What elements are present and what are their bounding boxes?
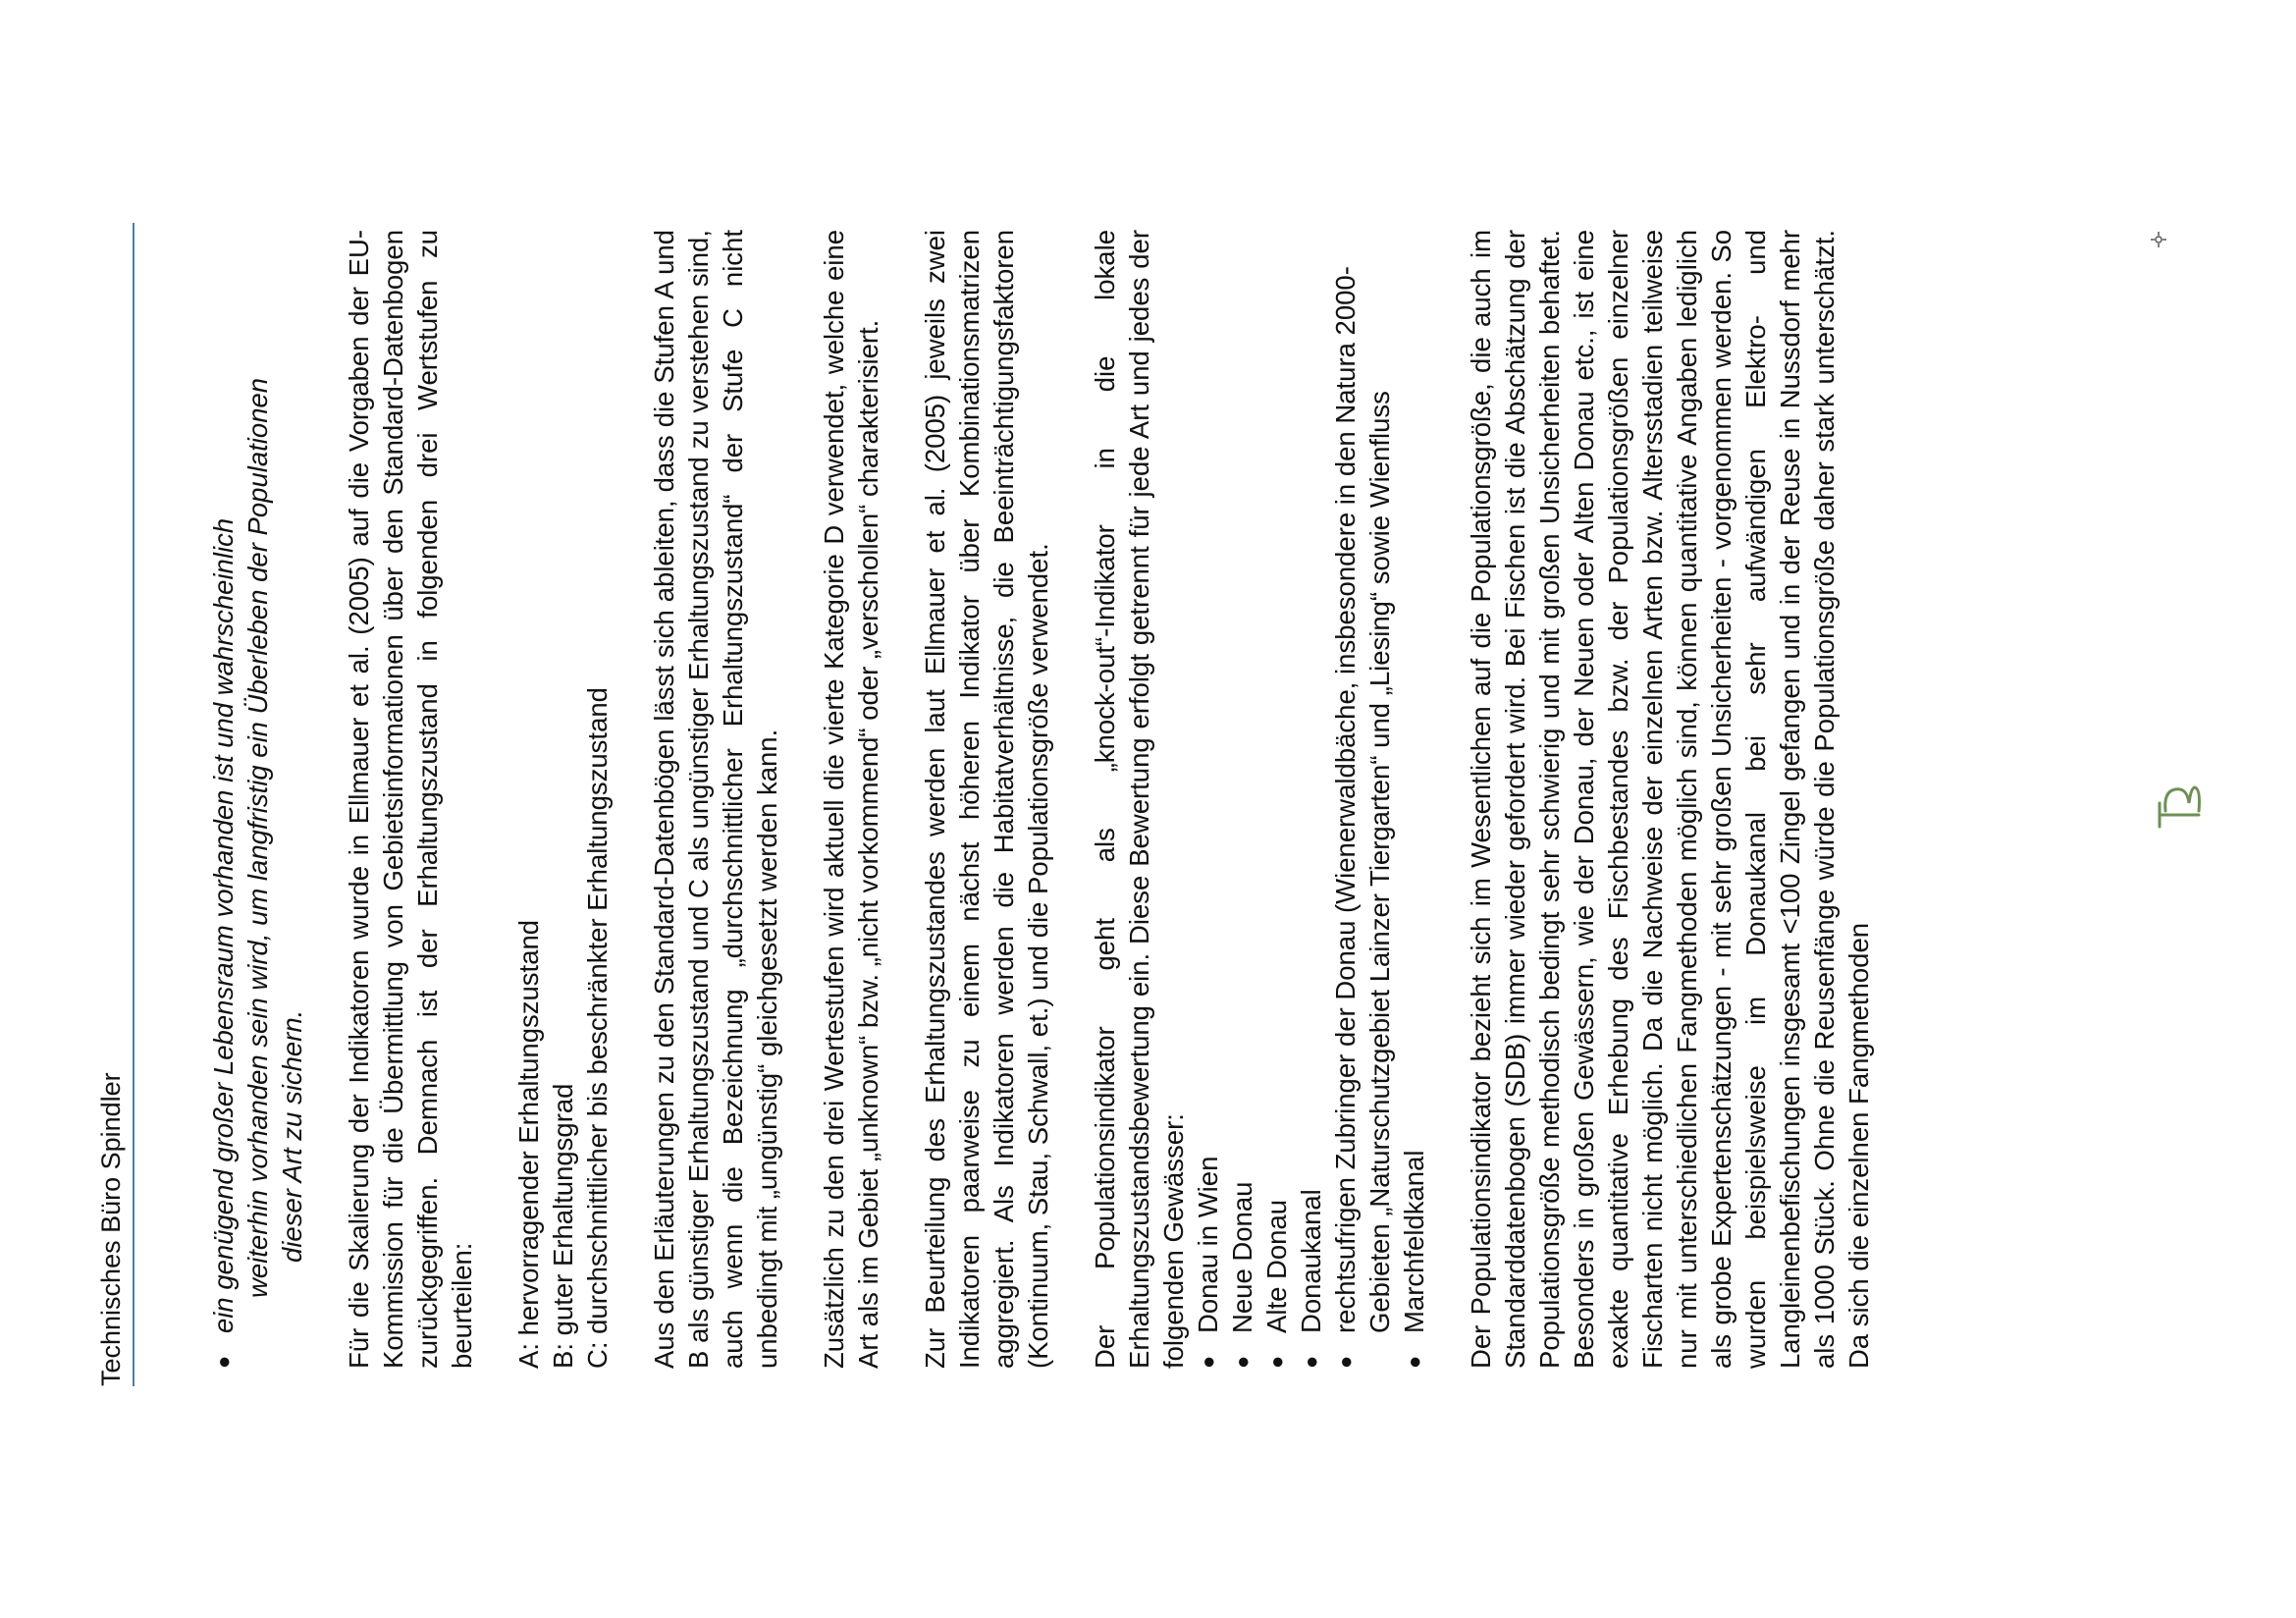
list-item — [1225, 230, 1259, 1369]
paragraph-explanation: Aus den Erläuterungen zu den Standard-Datenbögen lässt sich ableiten, dass die Stufen A und B als günstiger Erhaltungszustand und C als ungünstiger Erhaltungszustand zu verstehen sind, auch wenn die Bezeichnung „durchschnittlicher Erhaltungszustand“ der Stufe C nicht unbedingt mit „ungünstig“ gleichgesetzt werden kann. — [649, 230, 782, 1369]
paragraph-category-d: Zusätzlich zu den drei Wertestufen wird aktuell die vierte Kategorie D verwendet, welche eine Art als im Gebiet „unknown“ bzw. „nicht vorkommend“ oder „verschollen“ charakterisiert. — [819, 230, 883, 1369]
grade-a: A: hervorragender Erhaltungszustand — [513, 919, 544, 1369]
bullet-icon: ● — [1264, 1355, 1289, 1369]
page-header — [96, 223, 134, 1386]
paragraph-scaling: Für die Skalierung der Indikatoren wurde in Ellmauer et al. (2005) auf die Vorgaben der EU-Kommission für die Übermittlung von Gebietsinformationen über den Standard-Datenbogen zurückgegriffen. Demnach ist der Erhaltungszustand in folgenden drei Wertstufen zu beurteilen: — [344, 230, 477, 1369]
water-item: Neue Donau — [1227, 1181, 1257, 1333]
bullet-icon: ● — [1402, 1355, 1426, 1369]
grade-b: B: guter Erhaltungsgrad — [548, 1083, 578, 1369]
bullet-icon: ● — [1299, 1355, 1323, 1369]
bullet-icon: ● — [1230, 1355, 1255, 1369]
company-logo-icon — [2156, 778, 2203, 833]
list-item — [1397, 230, 1431, 1369]
grade-list — [511, 230, 614, 1369]
paragraph-population-indicator: Der Populationsindikator geht als „knock-out“-Indikator in die lokale Erhaltungszustandsbewertung ein. Diese Bewertung erfolgt getrennt für jede Art und jedes der folgenden Gewässer: — [1090, 230, 1189, 1369]
paragraph-population-size: Der Populationsindikator bezieht sich im Wesentlichen auf die Populationsgröße, die auch im Standarddatenbogen (SDB) immer wieder gefordert wird. Bei Fischen ist die Abschätzung der Populationsgröße methodisch bedingt sehr schwierig und mit großen Unsicherheiten behaftet. Besonders in großen Gewässern, wie der Donau, der Neuen oder Alten Donau etc., ist eine exakte quantitative Erhebung des Fischbestandes bzw. der Populationsgrößen einzelner Fischarten nicht möglich. Da die Nachweise der einzelnen Arten bzw. Altersstadien teilweise nur mit unterschiedlichen Fangmethoden möglich sind, können quantitative Angaben lediglich als grobe Expertenschätzungen - mit sehr großen Unsicherheiten - vorgenommen werden. So wurden beispielsweise im Donaukanal bei sehr aufwändigen Elektro- und Langleinenbefischungen insgesamt <100 Zingel gefangen und in der Reuse in Nussdorf mehr als 1000 Stück. Ohne die Reusenfänge würde die Populationsgröße daher stark unterschätzt. Da sich die einzelnen Fangmethoden — [1466, 230, 1874, 1369]
water-item: Alte Donau — [1261, 1199, 1292, 1333]
waters-list — [1191, 230, 1431, 1369]
list-item — [1259, 230, 1294, 1369]
intro-line-2: weiterhin vorhanden sein wird, um langfristig ein Überleben der Populationen — [242, 377, 273, 1298]
paragraph-assessment: Zur Beurteilung des Erhaltungszustandes werden laut Ellmauer et al. (2005) jeweils zwei Indikatoren paarweise zu einem nächst höheren Indikator über Kombinationsmatrizen aggregiert. Als Indikatoren werden die Habitatverhältnisse, die Beeinträchtigungsfaktoren (Kontinuum, Stau, Schwall, et.) und die Populationsgröße verwendet. — [920, 230, 1053, 1369]
bullet-icon: ● — [1333, 1355, 1358, 1369]
page-content — [206, 230, 1908, 1369]
water-item: rechtsufrigen Zubringer der Donau (Wienerwaldbäche, insbesondere in den Natura 2000-Gebieten „Naturschutzgebiet Lainzer Tiergarten“ und „Liesing“ sowie Wienfluss — [1330, 266, 1395, 1333]
list-item — [1191, 230, 1225, 1369]
header-title: Technisches Büro Spindler — [96, 1072, 126, 1386]
water-item: Marchfeldkanal — [1399, 1150, 1429, 1333]
list-item — [1294, 230, 1328, 1369]
bullet-icon: ● — [211, 1355, 236, 1369]
list-item — [1328, 230, 1397, 1369]
intro-line-1: ein genügend großer Lebensraum vorhanden ist und wahrscheinlich — [208, 517, 239, 1333]
list-item — [206, 230, 309, 1369]
grade-c: C: durchschnittlicher bis beschränkter Erhaltungszustand — [582, 687, 613, 1369]
intro-bullet-list — [206, 230, 309, 1369]
intro-line-3: dieser Art zu sichern. — [277, 1009, 307, 1263]
bullet-icon: ● — [1196, 1355, 1220, 1369]
water-item: Donaukanal — [1296, 1189, 1326, 1333]
water-item: Donau in Wien — [1193, 1156, 1223, 1333]
page-mark-icon — [2150, 231, 2167, 248]
